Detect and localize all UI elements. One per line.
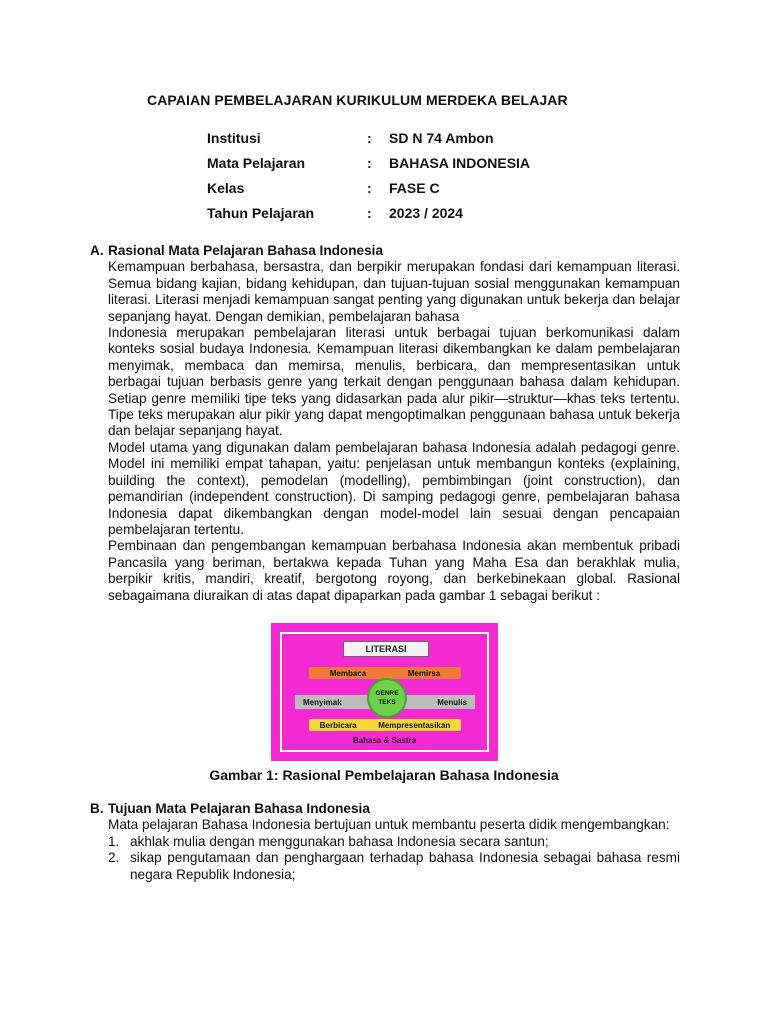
goals-list bbox=[108, 834, 680, 883]
figure-caption: Gambar 1: Rasional Pembelajaran Bahasa Indonesia bbox=[209, 767, 559, 783]
identity-colon: : bbox=[367, 155, 372, 171]
identity-colon: : bbox=[367, 205, 372, 221]
identity-label: Institusi bbox=[207, 130, 261, 146]
mempresentasikan-label: Mempresentasikan bbox=[378, 720, 451, 730]
document-title: CAPAIAN PEMBELAJARAN KURIKULUM MERDEKA BELAJAR bbox=[147, 92, 568, 108]
list-number: 2. bbox=[108, 850, 120, 866]
section-a-heading bbox=[90, 243, 680, 259]
productive-bar bbox=[309, 719, 461, 731]
section-title: Rasional Mata Pelajaran Bahasa Indonesia bbox=[108, 243, 384, 258]
section-a bbox=[90, 243, 680, 604]
teks-label: TEKS bbox=[378, 699, 396, 706]
bahasa-sastra-label: Bahasa & Sastra bbox=[352, 736, 417, 745]
list-text: sikap pengutamaan dan penghargaan terhadap bahasa Indonesia sebagai bahasa resmi negara Republik Indonesia; bbox=[130, 850, 680, 882]
section-number: B. bbox=[90, 801, 104, 816]
literasi-label: LITERASI bbox=[343, 641, 429, 657]
list-number: 1. bbox=[108, 833, 120, 849]
list-item bbox=[108, 850, 680, 883]
genre-label: GENRE bbox=[375, 690, 399, 697]
literasi-diagram bbox=[271, 623, 498, 761]
memirsa-label: Memirsa bbox=[407, 668, 441, 678]
identity-value: SD N 74 Ambon bbox=[389, 130, 494, 146]
genre-teks-circle bbox=[367, 678, 407, 718]
section-title: Tujuan Mata Pelajaran Bahasa Indonesia bbox=[108, 801, 370, 816]
identity-label: Tahun Pelajaran bbox=[207, 205, 315, 221]
identity-colon: : bbox=[367, 130, 372, 146]
paragraph: Mata pelajaran Bahasa Indonesia bertujuan untuk membantu peserta didik mengembangkan: bbox=[108, 817, 670, 833]
identity-value: FASE C bbox=[389, 180, 440, 196]
list-item bbox=[108, 834, 680, 850]
identity-label: Mata Pelajaran bbox=[207, 155, 306, 171]
identity-value: BAHASA INDONESIA bbox=[389, 155, 531, 171]
section-b bbox=[90, 801, 680, 883]
identity-colon: : bbox=[367, 180, 372, 196]
list-text: akhlak mulia dengan menggunakan bahasa Indonesia secara santun; bbox=[130, 833, 549, 849]
section-number: A. bbox=[90, 243, 104, 258]
paragraph: Indonesia merupakan pembelajaran literasi untuk berbagai tujuan berkomunikasi dalam konteks sosial budaya Indonesia. Kemampuan literasi dikembangkan ke dalam pembelajaran menyimak, membaca dan memirsa, menulis, berbicara, dan mempresentasikan untuk berbagai tujuan berbasis genre yang terkait dengan penggunaan bahasa dalam kehidupan. Setiap genre memiliki tipe teks yang didasarkan pada alur pikir—struktur—khas teks tertentu. Tipe teks merupakan alur pikir yang dapat mengoptimalkan penggunaan bahasa untuk bekerja dan belajar sepanjang hayat. bbox=[108, 325, 680, 439]
identity-value: 2023 / 2024 bbox=[389, 205, 463, 221]
menyimak-label: Menyimak bbox=[303, 697, 342, 707]
section-b-heading bbox=[90, 801, 680, 817]
berbicara-label: Berbicara bbox=[319, 720, 357, 730]
paragraph: Kemampuan berbahasa, bersastra, dan berpikir merupakan fondasi dari kemampuan literasi. Semua bidang kajian, bidang kehidupan, dan tujuan-tujuan sosial menggunakan kemampuan literasi. Literasi menjadi kemampuan sangat penting yang digunakan untuk bekerja dan belajar sepanjang hayat. Dengan demikian, pembelajaran bahasa bbox=[108, 259, 680, 324]
membaca-label: Membaca bbox=[329, 668, 367, 678]
paragraph: Pembinaan dan pengembangan kemampuan berbahasa Indonesia akan membentuk pribadi Pancasila yang beriman, bertakwa kepada Tuhan yang Maha Esa dan berakhlak mulia, berpikir kritis, mandiri, kreatif, bergotong royong, dan berkebinekaan global. Rasional sebagaimana diuraikan di atas dapat dipaparkan pada gambar 1 sebagai berikut : bbox=[108, 538, 680, 603]
paragraph: Model utama yang digunakan dalam pembelajaran bahasa Indonesia adalah pedagogi genre. Model ini memiliki empat tahapan, yaitu: penjelasan untuk membangun konteks (explaining, building the context), pemodelan (modelling), pembimbingan (joint construction), dan pemandirian (independent construction). Di samping pedagogi genre, pembelajaran bahasa Indonesia dapat dikembangkan dengan model-model lain sesuai dengan pencapaian pembelajaran tertentu. bbox=[108, 439, 680, 537]
menulis-label: Menulis bbox=[437, 697, 467, 707]
identity-label: Kelas bbox=[207, 180, 245, 196]
